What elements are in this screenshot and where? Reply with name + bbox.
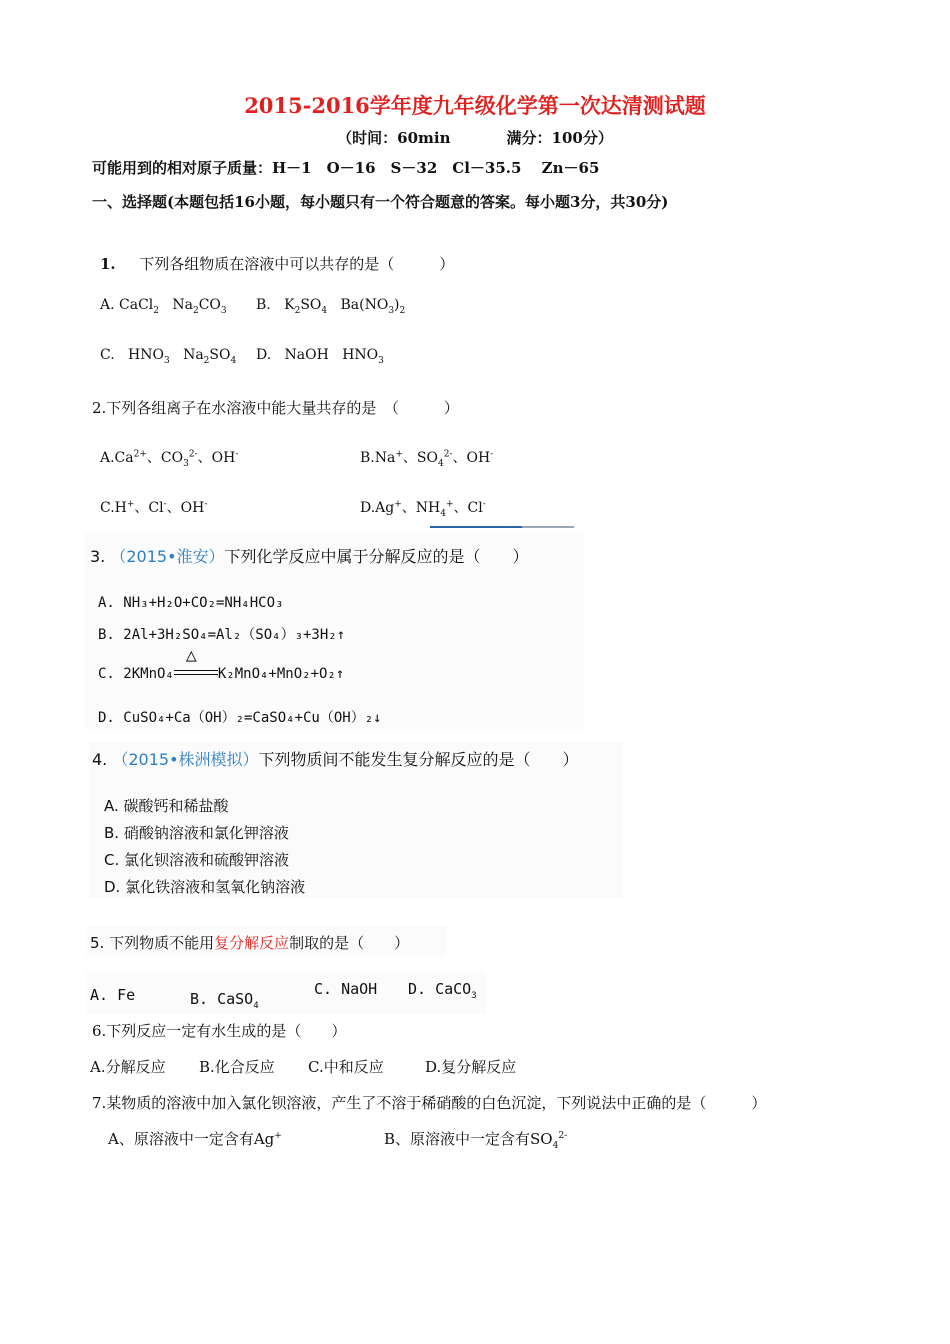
option-a: A. NH₃+H₂O+CO₂=NH₄HCO₃ bbox=[98, 595, 284, 611]
option-b: B.Na+、$SO_4^{2-}$、OH- bbox=[360, 449, 494, 469]
option-c: C. $HNO_3$ $Na_2SO_4$ bbox=[100, 347, 237, 366]
section-heading: 一、选择题(本题包括16小题，每小题只有一个符合题意的答案。每小题3分，共30分) bbox=[92, 193, 669, 211]
divider-line bbox=[430, 526, 522, 528]
option-a: A. CaCl$_2$ $Na_2CO_3$ bbox=[100, 297, 227, 316]
page-title: 2015-2016学年度九年级化学第一次达清测试题 bbox=[244, 93, 706, 118]
question-7: 7.某物质的溶液中加入氯化钡溶液，产生了不溶于稀硝酸的白色沉淀，下列说法中正确的是（ ） bbox=[92, 1094, 767, 1112]
option-c: C.H+、Cl-、OH- bbox=[100, 499, 208, 516]
option-d: D.复分解反应 bbox=[425, 1058, 517, 1076]
option-a: $A.Ca^{2+}$、$CO_3^{2-}$、OH- bbox=[100, 449, 239, 469]
question-source: （2015•株洲模拟） bbox=[112, 750, 259, 769]
option-b: B.化合反应 bbox=[199, 1058, 275, 1076]
question-2: 2.下列各组离子在水溶液中能大量共存的是 （ ） bbox=[92, 399, 459, 417]
option-c: C. NaOH bbox=[314, 980, 378, 998]
question-6: 6.下列反应一定有水生成的是（ ） bbox=[92, 1022, 347, 1040]
question-number: 4. bbox=[92, 750, 108, 769]
option-b: B. CaSO$_4$ bbox=[190, 990, 259, 1011]
option-a: A. 碳酸钙和稀盐酸 bbox=[104, 797, 229, 815]
question-5: 5. 下列物质不能用复分解反应制取的是（ ） bbox=[90, 934, 410, 952]
option-b: B、原溶液中一定含有$SO_4^{2-}$ bbox=[384, 1130, 568, 1151]
question-stem: 下列物质间不能发生复分解反应的是（ ） bbox=[258, 750, 579, 769]
question-number: 1. bbox=[100, 255, 116, 273]
question-number: 3. bbox=[90, 547, 106, 566]
highlighted-term: 复分解反应 bbox=[214, 934, 290, 952]
question-1 bbox=[100, 253, 454, 274]
option-d: D. CaCO$_3$ bbox=[408, 980, 477, 1001]
exam-info bbox=[0, 127, 950, 148]
full-score: 满分：100分） bbox=[506, 129, 613, 147]
time-limit: （时间：60min bbox=[337, 129, 451, 147]
question-source: （2015•淮安） bbox=[110, 547, 225, 566]
option-b: B. 硝酸钠溶液和氯化钾溶液 bbox=[104, 824, 289, 842]
option-d: D.Ag+、$NH_4^+$、Cl- bbox=[360, 499, 486, 519]
option-b: B. 2Al+3H₂SO₄=Al₂（SO₄）₃+3H₂↑ bbox=[98, 627, 346, 643]
option-d: D. CuSO₄+Ca（OH）₂=CaSO₄+Cu（OH）₂↓ bbox=[98, 710, 382, 726]
question-stem: 下列化学反应中属于分解反应的是（ ） bbox=[224, 547, 529, 566]
option-d: D. NaOH $HNO_3$ bbox=[256, 347, 384, 366]
option-d: D. 氯化铁溶液和氢氧化钠溶液 bbox=[104, 878, 306, 896]
divider-line bbox=[522, 526, 574, 528]
option-c: C. 2KMnO₄ △ K₂MnO₄+MnO₂+O₂↑ bbox=[98, 645, 345, 682]
option-a: A.分解反应 bbox=[90, 1058, 166, 1076]
option-c: C.中和反应 bbox=[308, 1058, 384, 1076]
question-stem: 下列各组物质在溶液中可以共存的是（ ） bbox=[139, 255, 455, 273]
option-a: A、原溶液中一定含有Ag+ bbox=[108, 1130, 282, 1148]
option-a: A. Fe bbox=[90, 986, 136, 1004]
reaction-condition: △ bbox=[174, 667, 218, 681]
option-c: C. 氯化钡溶液和硫酸钾溶液 bbox=[104, 851, 290, 869]
option-b: B. $K_2SO_4$ $Ba(NO_3)_2$ bbox=[256, 297, 406, 316]
question-4 bbox=[92, 747, 579, 770]
atomic-masses: 可能用到的相对原子质量：H－1 O－16 S－32 Cl－35.5 Zn－65 bbox=[92, 159, 600, 177]
question-3 bbox=[90, 544, 529, 567]
